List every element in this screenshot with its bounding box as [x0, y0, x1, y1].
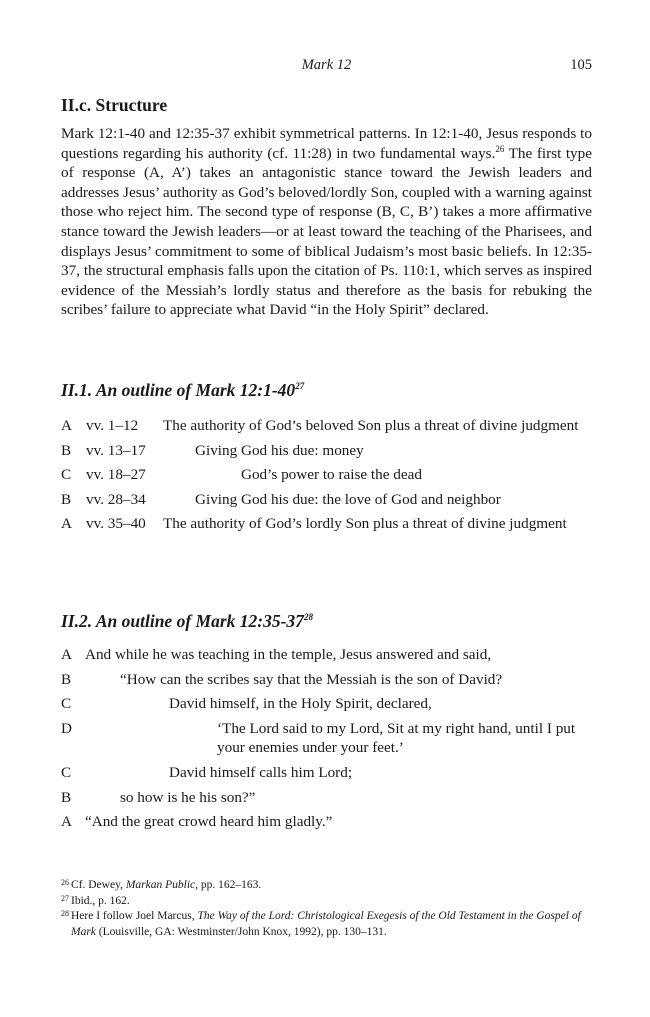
- footnote-ref-27[interactable]: 27: [295, 381, 305, 392]
- footnote-26: [61, 878, 592, 894]
- footnote-title: The Way of the Lord: Christological Exegesis of the Old Testament in the Gospel of Mark: [71, 910, 581, 938]
- outline-letter: B: [61, 441, 72, 459]
- outline-text: so how is he his son?”: [120, 788, 256, 806]
- outline-verses: vv. 13–17: [86, 441, 146, 459]
- footnote-text: Ibid., p. 162.: [71, 894, 130, 907]
- outline-letter: C: [61, 763, 72, 781]
- outline-text: The authority of God’s beloved Son plus a threat of divine judgment: [163, 417, 579, 434]
- outline-1: [61, 416, 592, 539]
- footnote-ref-26[interactable]: 26: [495, 143, 505, 154]
- footnotes: [61, 878, 592, 940]
- outline-text: ‘The Lord said to my Lord, Sit at my right hand, until I put your enemies under your feet.’: [217, 719, 576, 757]
- outline-text: God’s power to raise the dead: [241, 466, 422, 484]
- outline-1-row: [61, 441, 592, 461]
- outline-letter: B: [61, 788, 72, 806]
- outline-letter: A: [61, 417, 72, 434]
- outline-2: [61, 645, 592, 837]
- outline-letter: C: [61, 466, 72, 484]
- footnote-mark: 28: [61, 909, 69, 918]
- footnote-text: (Louisville, GA: Westminster/John Knox, 1992), pp. 130–131.: [95, 925, 387, 938]
- footnote-mark: 26: [61, 878, 69, 887]
- outline-2-row: [61, 812, 592, 832]
- outline-1-row: [61, 465, 592, 485]
- footnote-title: Markan Public: [125, 879, 196, 891]
- outline-2-row: [61, 719, 592, 758]
- footnote-text: , pp. 162–163.: [195, 879, 262, 891]
- outline-letter: A: [61, 646, 72, 663]
- footnote-27: [61, 894, 592, 910]
- outline-letter: D: [61, 719, 72, 737]
- outline-verses: vv. 35–40: [86, 515, 146, 533]
- running-head-title: Mark 12: [301, 57, 352, 73]
- running-head: [61, 57, 592, 77]
- outline-1-row: [61, 416, 592, 436]
- footnote-28: [61, 909, 592, 940]
- outline-2-row: [61, 645, 592, 665]
- outline-2-heading: [61, 611, 313, 632]
- footnote-text: Cf. Dewey,: [71, 879, 126, 891]
- outline-1-row: [61, 490, 592, 510]
- outline-text: “And the great crowd heard him gladly.”: [85, 813, 333, 831]
- outline-letter: C: [61, 695, 72, 713]
- outline-letter: B: [61, 490, 72, 508]
- body-paragraph: [61, 124, 592, 320]
- outline-2-row: [61, 670, 592, 690]
- footnote-ref-28[interactable]: 28: [303, 612, 313, 623]
- outline-text: And while he was teaching in the temple, Jesus answered and said,: [85, 646, 492, 663]
- outline-verses: vv. 1–12: [86, 417, 139, 434]
- outline-text: David himself calls him Lord;: [169, 763, 353, 781]
- outline-text: “How can the scribes say that the Messiah is the son of David?: [120, 670, 503, 688]
- outline-letter: A: [61, 515, 72, 533]
- outline-verses: vv. 28–34: [86, 490, 146, 508]
- outline-2-row: [61, 788, 592, 808]
- outline-verses: vv. 18–27: [86, 466, 146, 484]
- outline-text: Giving God his due: money: [195, 441, 364, 459]
- section-heading: II.c. Structure: [61, 95, 168, 115]
- paragraph-text-part-1: Mark 12:1-40 and 12:35-37 exhibit symmetrical patterns. In 12:1-40, Jesus responds to questions regarding his authority (cf. 11:28) in two fundamental ways.: [61, 125, 592, 162]
- outline-text: Giving God his due: the love of God and neighbor: [195, 490, 501, 508]
- page-number: 105: [570, 57, 592, 73]
- footnote-text: Here I follow Joel Marcus,: [71, 910, 198, 922]
- paragraph-text-part-2: The first type of response (A, A’) takes an antagonistic stance toward the Jewish leaders and addresses Jesus’ authority as God’s beloved/lordly Son, coupled with a warning against those who reject him. The second type of response (B, C, B’) takes a more affirmative stance toward the Jewish leaders—or at least toward the teaching of the Pharisees, and displays Jesus’ commitment to some of biblical Judaism’s most basic beliefs. In 12:35-37, the structural emphasis falls upon the citation of Ps. 110:1, which serves as inspired evidence of the Messiah’s lordly status and therefore as the basis for rebuking the scribes’ failure to appreciate what David “in the Holy Spirit” declared.: [61, 144, 592, 319]
- outline-2-row: [61, 763, 592, 783]
- outline-letter: A: [61, 813, 72, 831]
- outline-text: The authority of God’s lordly Son plus a threat of divine judgment: [163, 515, 567, 533]
- outline-2-row: [61, 694, 592, 714]
- footnote-mark: 27: [61, 893, 69, 903]
- outline-letter: B: [61, 670, 72, 688]
- outline-1-row: [61, 514, 592, 534]
- outline-text: David himself, in the Holy Spirit, declared,: [169, 695, 432, 713]
- outline-1-heading: [61, 380, 304, 401]
- outline-1-heading-text: II.1. An outline of Mark 12:1-40: [61, 380, 296, 400]
- outline-2-heading-text: II.2. An outline of Mark 12:35-37: [61, 611, 304, 631]
